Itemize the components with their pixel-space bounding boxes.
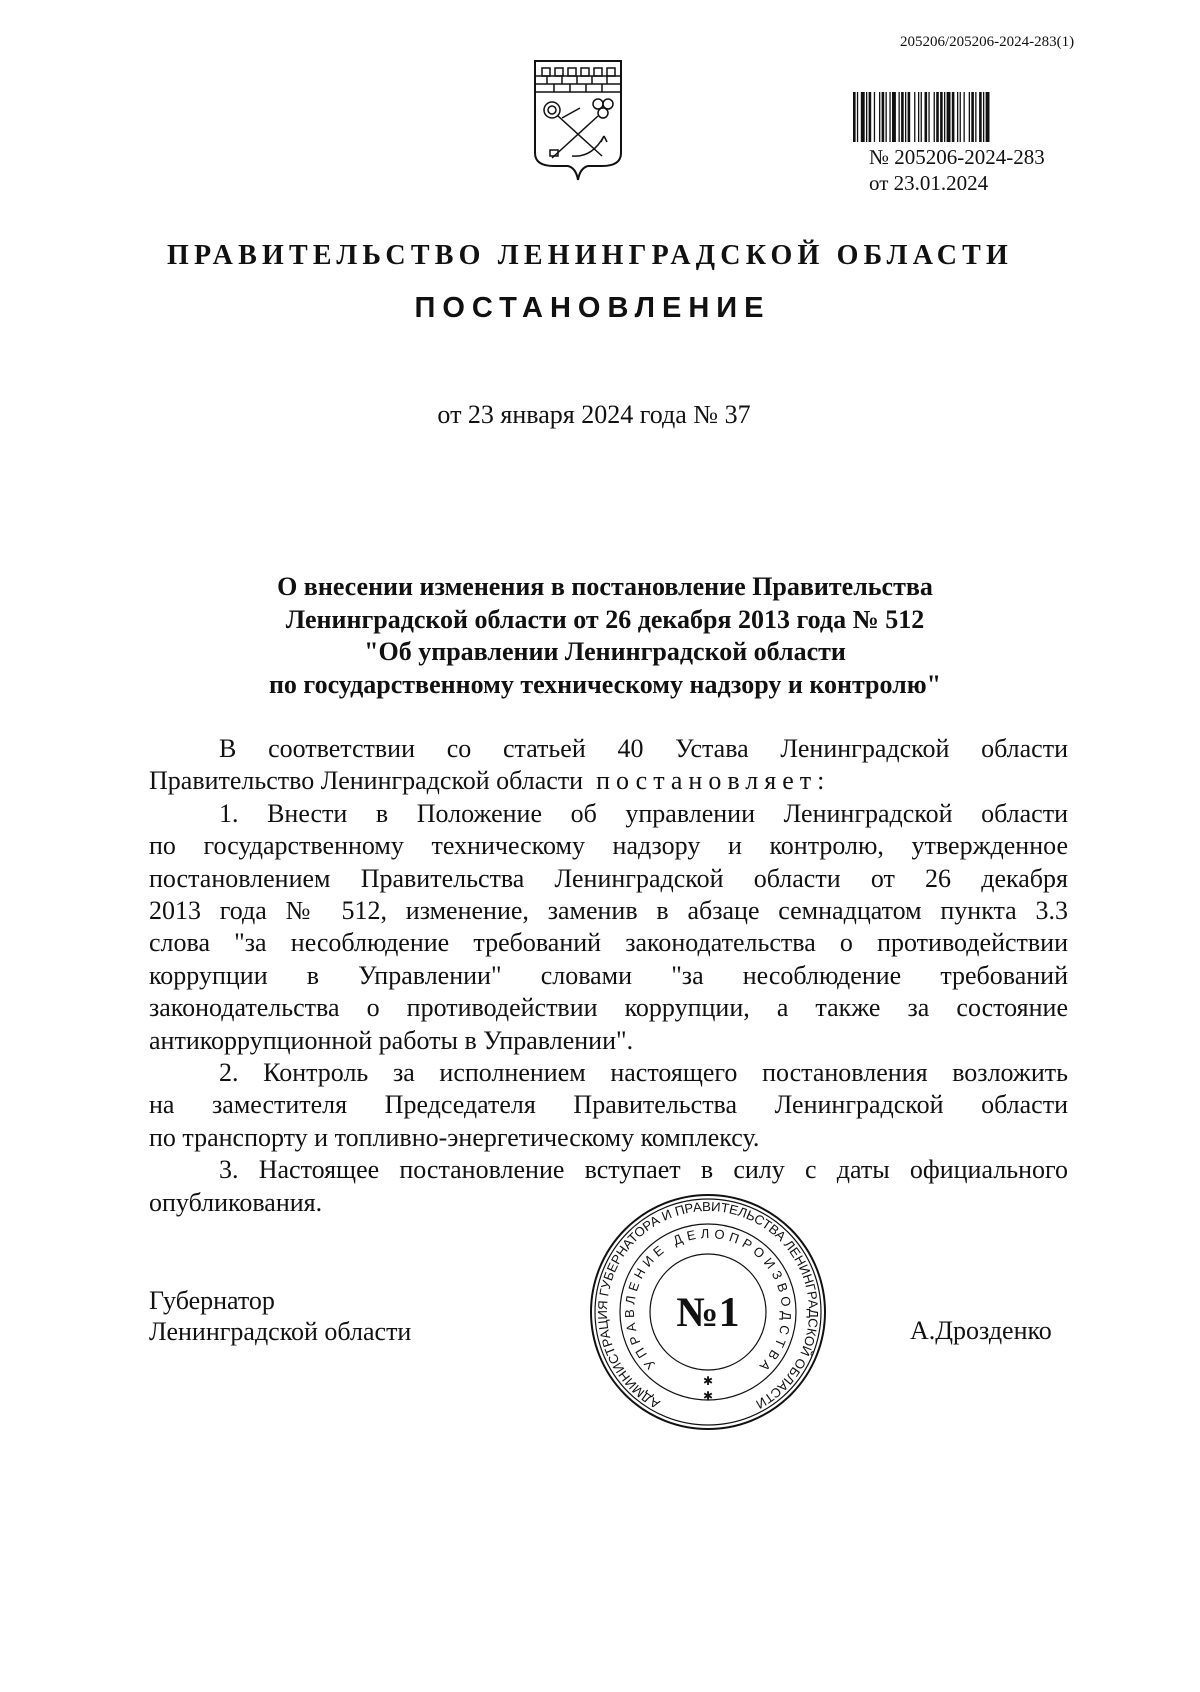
barcode-bar — [905, 92, 906, 142]
barcode-bar — [964, 92, 965, 142]
barcode-bar — [918, 92, 919, 142]
heading-line: "Об управлении Ленинградской области — [364, 637, 846, 667]
barcode-bar — [901, 92, 904, 142]
stamp-outer-text-path: АДМИНИСТРАЦИЯ ГУБЕРНАТОРА И ПРАВИТЕЛЬСТВА ЛЕНИНГРАДСКОЙ ОБЛАСТИ — [594, 1198, 822, 1412]
body-line: В соответствии со статьей 40 Устава Ленинградской области — [219, 734, 1068, 763]
body-line: коррупции в Управлении" словами "за несоблюдение требований — [149, 960, 1068, 990]
barcode-bar — [975, 92, 976, 142]
body-line: на заместителя Председателя Правительства Ленинградской области — [149, 1090, 1068, 1120]
barcode-bar — [944, 92, 945, 142]
barcode-bar — [857, 92, 858, 142]
body-line: по транспорту и топливно-энергетическому комплексу. — [149, 1122, 760, 1152]
barcode-bar — [952, 92, 955, 142]
barcode-bar — [908, 92, 911, 142]
barcode-bar — [899, 92, 900, 142]
barcode-bar — [882, 92, 885, 142]
coat-of-arms-icon — [532, 58, 624, 183]
stamp-center-text: №1 — [676, 1290, 740, 1336]
barcode-bar — [921, 92, 922, 142]
body-line — [149, 765, 1068, 797]
barcode-bar — [940, 92, 943, 142]
barcode-bar — [886, 92, 887, 142]
position-line: Губернатор — [149, 1286, 275, 1315]
barcode-bar — [960, 92, 961, 142]
body-line: по государственному техническому надзору и контролю, утвержденное — [149, 831, 1068, 861]
body-line: 2. Контроль за исполнением настоящего постановления возложить — [219, 1058, 1068, 1088]
barcode-bar — [866, 92, 867, 142]
barcode-bar — [936, 92, 939, 142]
barcode-bar — [947, 92, 951, 142]
signatory-name: А.Дрозденко — [910, 1316, 1052, 1345]
decrees-word: постановляет: — [596, 766, 831, 796]
heading-line: Ленинградской области от 26 декабря 2013 года № 512 — [285, 604, 925, 634]
barcode-bar — [853, 92, 856, 142]
document-type: ПОСТАНОВЛЕНИЕ — [414, 292, 771, 324]
barcode-bar — [879, 92, 880, 142]
document-date-number: от 23 января 2024 года № 37 — [437, 400, 751, 429]
barcode-bar — [928, 92, 929, 142]
body-line: постановлением Правительства Ленинградской области от 26 декабря — [149, 863, 1068, 893]
body-line: законодательства о противодействии коррупции, а также за состояние — [149, 993, 1068, 1023]
barcode-bar — [925, 92, 928, 142]
body-text: Правительство Ленинградской области — [149, 766, 584, 796]
barcode-bar — [869, 92, 872, 142]
official-stamp-icon — [588, 1192, 828, 1432]
body-line: антикоррупционной работы в Управлении". — [149, 1025, 634, 1055]
position-line: Ленинградской области — [149, 1317, 412, 1346]
body-line: 2013 года № 512, изменение, заменив в абзаце семнадцатом пункта 3.3 — [149, 896, 1068, 926]
barcode-bar — [986, 92, 990, 142]
barcode-bar — [892, 92, 896, 142]
barcode-bar — [861, 92, 865, 142]
government-title: ПРАВИТЕЛЬСТВО ЛЕНИНГРАДСКОЙ ОБЛАСТИ — [166, 240, 1014, 271]
barcode-bar — [983, 92, 984, 142]
barcode-bar — [874, 92, 875, 142]
heading-line: О внесении изменения в постановление Правительства — [277, 572, 933, 601]
body-line: 1. Внести в Положение об управлении Ленинградской области — [219, 798, 1068, 828]
star-icon: ✱ — [702, 1389, 714, 1403]
document-body — [149, 733, 1068, 1219]
barcode-bar — [969, 92, 970, 142]
signatory-position — [149, 1285, 411, 1347]
body-line: 3. Настоящее постановление вступает в силу с даты официального — [219, 1155, 1068, 1185]
barcode-icon — [853, 92, 1103, 142]
registration-date: от 23.01.2024 — [869, 171, 989, 195]
body-line: слова "за несоблюдение требований законодательства о противодействии — [149, 928, 1068, 958]
barcode-bar — [979, 92, 982, 142]
document-heading — [0, 571, 1200, 702]
barcode-bar — [971, 92, 974, 142]
barcode-bar — [914, 92, 915, 142]
star-icon: ✱ — [702, 1374, 714, 1388]
registration-stamp — [869, 144, 1045, 196]
barcode-bar — [934, 92, 935, 142]
registration-number: № 205206-2024-283 — [869, 145, 1045, 169]
registration-code: 205206/205206-2024-283(1) — [900, 34, 1075, 50]
barcode-bar — [889, 92, 890, 142]
body-line: опубликования. — [149, 1187, 323, 1217]
stamp-inner-text-path: УПРАВЛЕНИЕ ДЕЛОПРОИЗВОДСТВА — [621, 1225, 795, 1374]
heading-line: по государственному техническому надзору и контролю" — [268, 670, 942, 700]
barcode-bar — [957, 92, 958, 142]
